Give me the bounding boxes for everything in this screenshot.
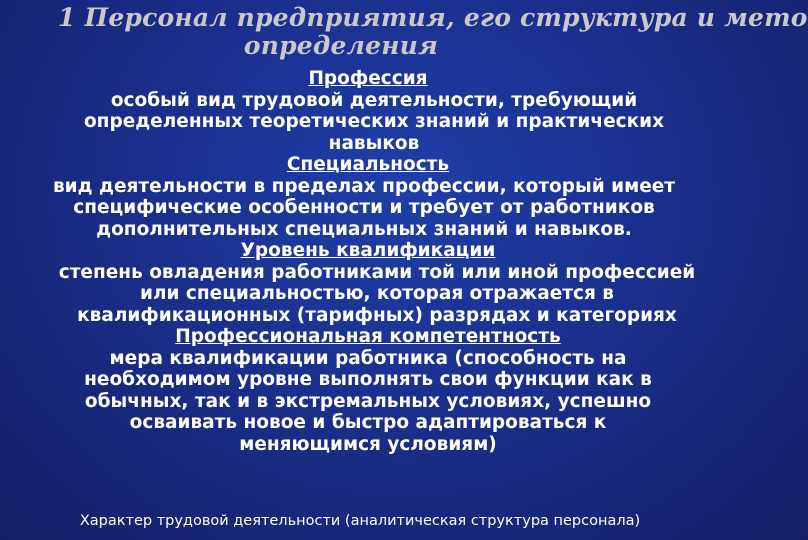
term-professional-competence: Профессиональная компетентность	[175, 326, 561, 347]
slide-title-line-1: 1 Персонал предприятия, его структура и мето	[58, 3, 808, 32]
term-qualification-level: Уровень квалификации	[240, 240, 496, 261]
definition-specialty: вид деятельности в пределах профессии, который имеет специфические особенности и требует от работников дополнительных специальных знаний и навыков.	[52, 175, 676, 240]
definition-professional-competence: мера квалификации работника (способность на необходимом уровне выполнять свои функции как в обычных, так и в экстремальных условиях, успешно осваивать новое и быстро адаптироваться к меняющимся условиям)	[84, 347, 652, 455]
slide-footer: Характер трудовой деятельности (аналитическая структура персонала)	[79, 513, 641, 529]
definition-profession: особый вид трудовой деятельности, требующий определенных теоретических знаний и практических навыков	[83, 89, 665, 154]
definitions-list	[18, 68, 718, 455]
definition-qualification-level: степень овладения работниками той или иной профессией или специальностью, которая отражается в квалификационных (тарифных) разрядах и категориях	[58, 261, 696, 326]
slide-title-line-2: определения	[243, 31, 439, 60]
term-profession: Профессия	[308, 68, 428, 89]
term-specialty: Специальность	[286, 154, 450, 175]
